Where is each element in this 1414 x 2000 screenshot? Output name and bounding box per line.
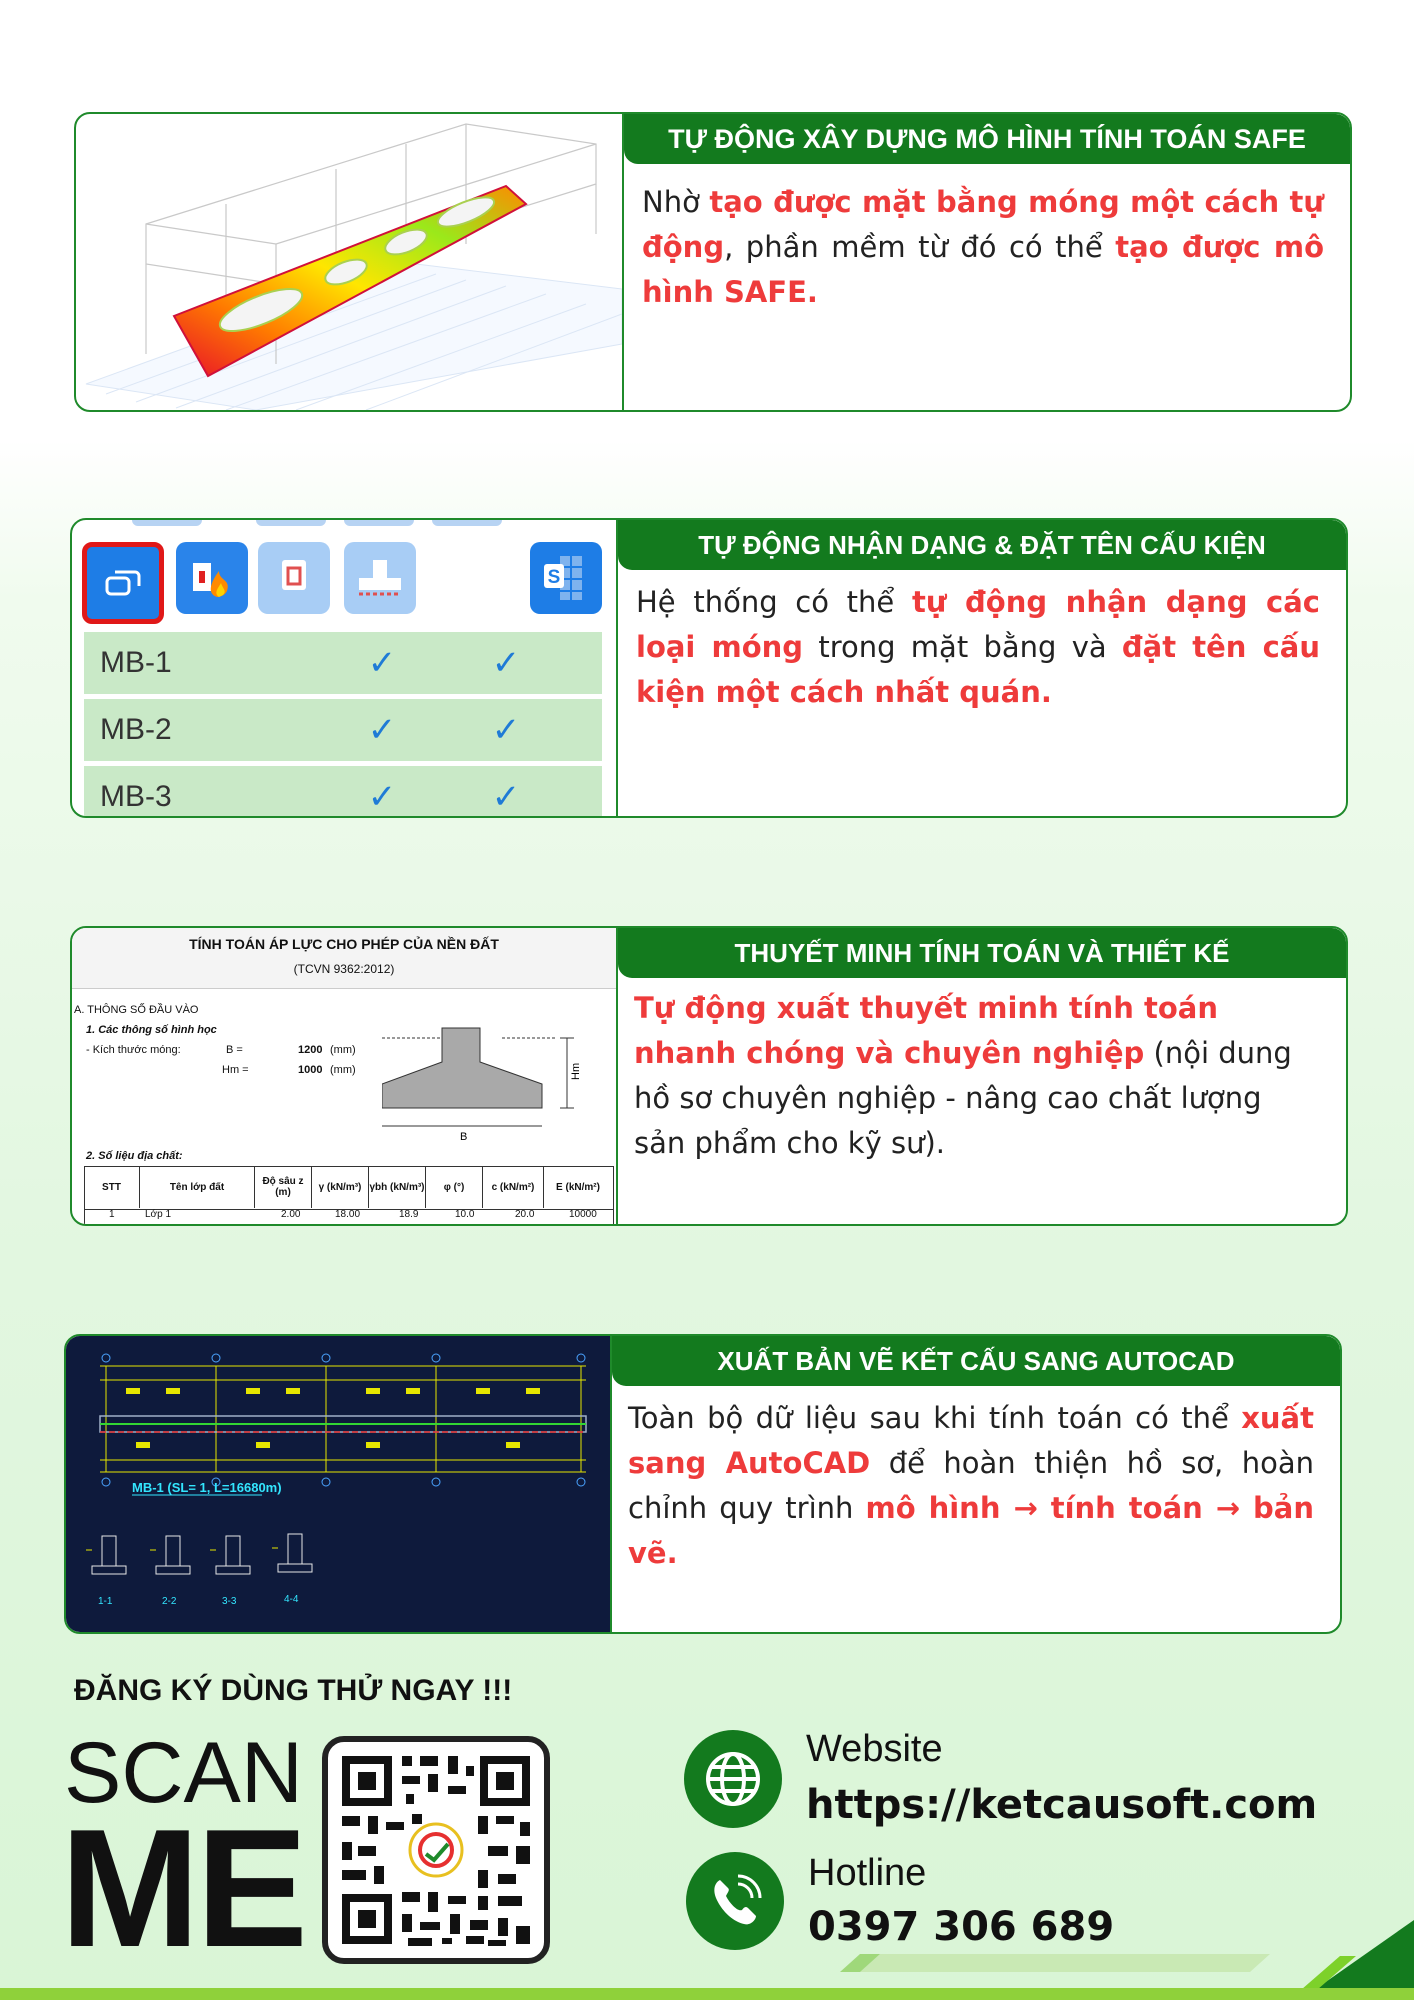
section-2: 2-2 [162, 1596, 177, 1607]
body-text: (nội dung hồ sơ chuyên nghiệp - nâng cao chất lượng sản phẩm cho kỹ sư). [634, 1036, 1292, 1160]
check-icon: ✓ [367, 644, 397, 682]
check-icon: ✓ [491, 711, 521, 749]
subsection-soil: 2. Số liệu địa chất: [86, 1150, 183, 1162]
select-icon[interactable] [82, 542, 164, 624]
feature-card-autocad [64, 1334, 1342, 1634]
hotline-label: Hotline [808, 1852, 927, 1894]
card-description [636, 580, 1320, 715]
fire-icon[interactable] [176, 542, 248, 614]
section-3: 3-3 [222, 1596, 237, 1607]
dimension-label: - Kích thước móng: [86, 1044, 181, 1056]
b-label: B = [226, 1044, 243, 1056]
table-row[interactable] [84, 699, 602, 764]
section-4: 4-4 [284, 1594, 299, 1605]
safe-model-image [76, 114, 624, 410]
col-gamma: γ (kN/m³) [312, 1166, 369, 1208]
col-stt: STT [84, 1166, 140, 1208]
body-text: , phần mềm từ đó có thể [724, 230, 1116, 264]
body-text: Nhờ [642, 185, 710, 219]
body-text: Toàn bộ dữ liệu sau khi tính toán có thể [628, 1401, 1242, 1435]
col-name: Tên lớp đất [140, 1166, 255, 1208]
subsection-geometry: 1. Các thông số hình học [86, 1024, 217, 1036]
highlight-text: tạo được mô hình SAFE. [642, 230, 1324, 309]
report-standard: (TCVN 9362:2012) [293, 962, 395, 976]
card-header: TỰ ĐỘNG XÂY DỰNG MÔ HÌNH TÍNH TOÁN SAFE [624, 114, 1350, 164]
decorative-stripes [0, 1900, 1414, 2000]
footing-icon[interactable] [344, 542, 416, 614]
card-description [634, 986, 1320, 1166]
me-text: ME [60, 1794, 304, 1982]
table-row[interactable] [84, 766, 602, 816]
card-description [642, 180, 1324, 315]
check-icon: ✓ [491, 778, 521, 816]
section-1: 1-1 [98, 1596, 113, 1607]
soil-table [72, 1166, 616, 1224]
safe-export-icon[interactable] [530, 542, 602, 614]
col-c: c (kN/m²) [483, 1166, 544, 1208]
check-icon: ✓ [367, 778, 397, 816]
globe-icon [684, 1730, 782, 1828]
fig-hm-label: Hm [570, 1062, 582, 1080]
highlight-text: tự động nhận dạng các loại móng [636, 585, 1320, 664]
highlight-text: đặt tên cấu kiện một cách nhất quán. [636, 630, 1320, 709]
member-name: MB-3 [100, 780, 172, 813]
body-text: Hệ thống có thể [636, 585, 912, 619]
body-text: trong mặt bằng và [803, 630, 1122, 664]
fig-b-label: B [460, 1131, 468, 1143]
hm-label: Hm = [222, 1064, 249, 1076]
calculation-report-image [72, 928, 618, 1224]
b-unit: (mm) [330, 1044, 356, 1056]
member-name: MB-2 [100, 713, 172, 746]
table-row: 1 Lớp 1 2.00 18.00 18.9 10.0 20.0 10000 [84, 1209, 614, 1224]
safe-s-label: S [547, 567, 561, 588]
scan-text: SCAN [64, 1725, 303, 1821]
table-row[interactable] [84, 632, 602, 697]
footing-diagram [382, 1018, 612, 1148]
feature-card-auto-naming [70, 518, 1348, 818]
software-toolbar-image [72, 520, 618, 816]
card-header: XUẤT BẢN VẼ KẾT CẤU SANG AUTOCAD [612, 1336, 1340, 1386]
column-icon[interactable] [258, 542, 330, 614]
website-label: Website [806, 1728, 943, 1770]
highlight-text: Tự động xuất thuyết minh tính toán nhanh chóng và chuyên nghiệp [634, 991, 1219, 1070]
hm-value: 1000 [298, 1064, 323, 1076]
highlight-text: tạo được mặt bằng móng một cách tự động [642, 185, 1324, 264]
autocad-drawing-image [66, 1336, 612, 1632]
check-icon: ✓ [367, 711, 397, 749]
hm-unit: (mm) [330, 1064, 356, 1076]
card-header: THUYẾT MINH TÍNH TOÁN VÀ THIẾT KẾ [618, 928, 1346, 978]
register-cta: ĐĂNG KÝ DÙNG THỬ NGAY !!! [74, 1674, 513, 1707]
card-header: TỰ ĐỘNG NHẬN DẠNG & ĐẶT TÊN CẤU KIỆN [618, 520, 1346, 570]
feature-card-report [70, 926, 1348, 1226]
check-icon: ✓ [491, 644, 521, 682]
member-name: MB-1 [100, 646, 172, 679]
card-description [628, 1396, 1314, 1576]
col-depth: Độ sâu z (m) [255, 1166, 312, 1208]
website-link[interactable]: https://ketcausoft.com [806, 1782, 1318, 1828]
section-a: A. THÔNG SỐ ĐẦU VÀO [74, 1004, 199, 1016]
body-text: để hoàn thiện hồ sơ, hoàn chỉnh quy trình [628, 1446, 1314, 1525]
hotline-number[interactable]: 0397 306 689 [808, 1904, 1115, 1950]
col-e: E (kN/m²) [556, 1181, 600, 1193]
report-title: TÍNH TOÁN ÁP LỰC CHO PHÉP CỦA NỀN ĐẤT [189, 936, 499, 952]
highlight-text: xuất sang AutoCAD [628, 1401, 1314, 1480]
highlight-text: mô hình → tính toán → bản vẽ. [628, 1491, 1314, 1570]
feature-card-safe-model [74, 112, 1352, 412]
col-phi: φ (°) [426, 1166, 483, 1208]
col-gamma-bh: γbh (kN/m³) [369, 1166, 426, 1208]
b-value: 1200 [298, 1044, 323, 1056]
cad-title: MB-1 (SL= 1, L=16680m) [132, 1480, 282, 1495]
